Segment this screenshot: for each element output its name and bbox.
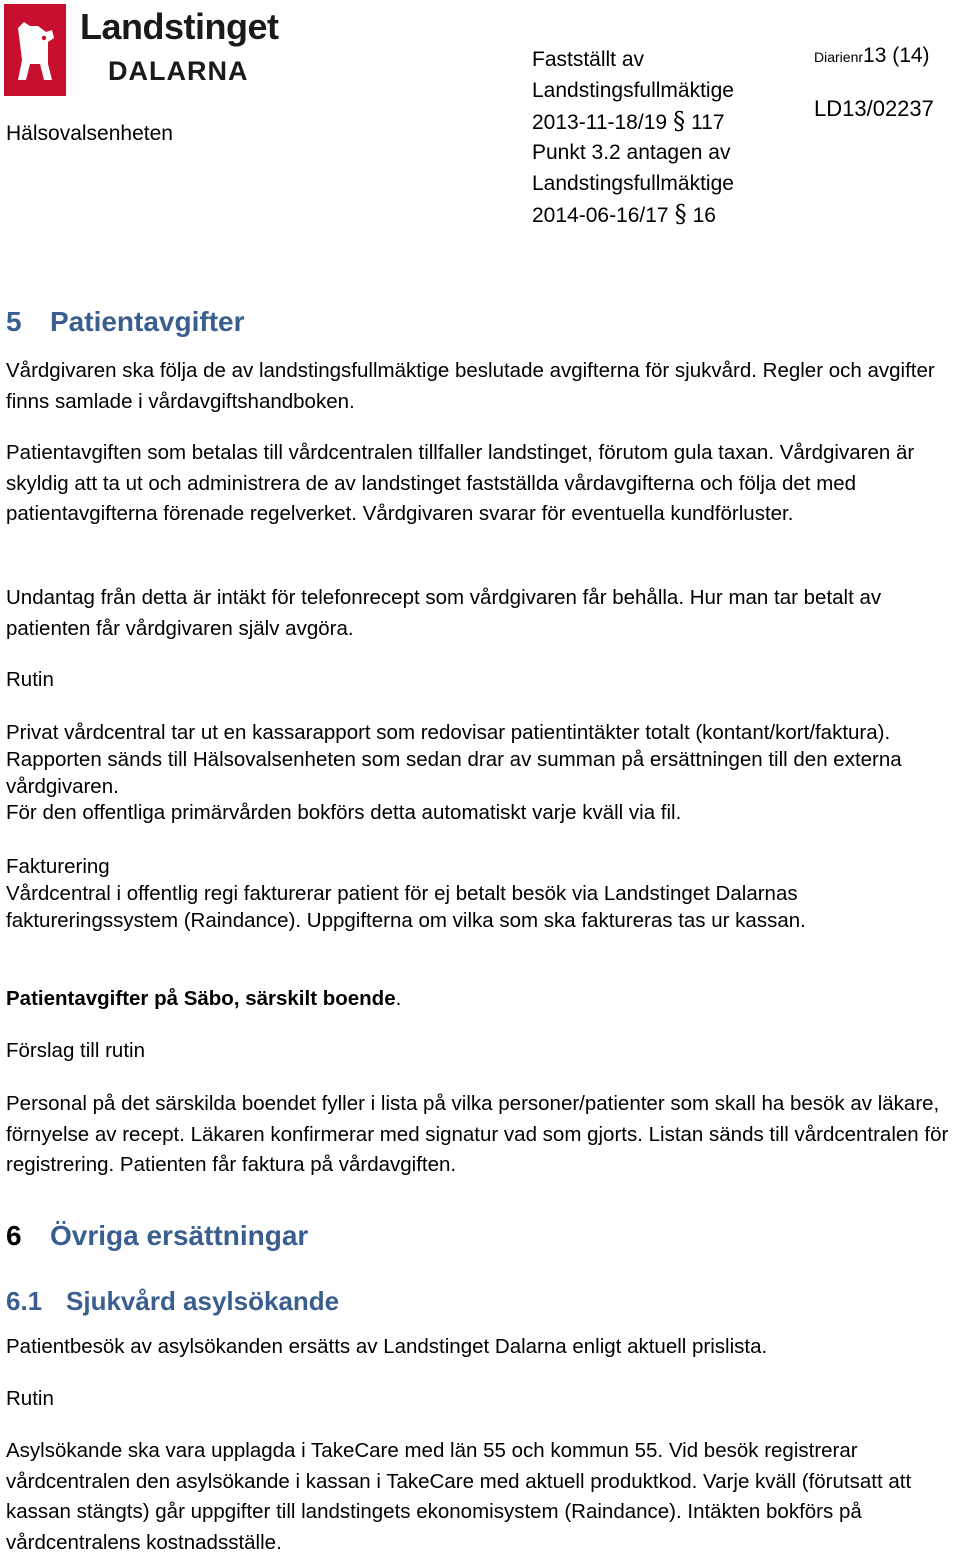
section-number: 5 bbox=[6, 306, 22, 337]
paragraph: Personal på det särskilda boendet fyller i lista på vilka personer/patienter som skall ha besök av läkare, förnyelse av recept. Läkaren konfirmerar med signatur vad som gjorts. Listan sänds till vårdcentralen för registrering. Patienten får faktura på vårdavgiften. bbox=[6, 1092, 949, 1177]
paragraph: För den offentliga primärvården bokförs detta automatiskt varje kväll via fil. bbox=[6, 801, 682, 824]
sabo-heading-end: . bbox=[395, 987, 402, 1010]
subsection-number: 6.1 bbox=[6, 1286, 43, 1316]
stamp-line bbox=[532, 199, 734, 230]
dalahorse-icon bbox=[4, 4, 66, 96]
stamp-line: Landstingsfullmäktige bbox=[532, 172, 734, 195]
approval-stamp bbox=[532, 44, 734, 230]
subheading-fakturering: Fakturering bbox=[6, 855, 110, 878]
paragraph: Vårdcentral i offentlig regi fakturerar patient för ej betalt besök via Landstinget Dalarnas faktureringssystem (Raindance). Uppgifterna om vilka som ska faktureras tas ur kassan. bbox=[6, 882, 806, 932]
subsection-heading bbox=[6, 1286, 339, 1317]
paragraph: Privat vårdcentral tar ut en kassarapport som redovisar patientintäkter totalt (kontant/kort/faktura). Rapporten sänds till Hälsovalsenheten som sedan drar av summan på ersättningen till den externa vårdgivaren. bbox=[6, 721, 902, 798]
logo-region: DALARNA bbox=[108, 56, 249, 86]
department-name: Hälsovalsenheten bbox=[6, 122, 173, 145]
paragraph: Vårdgivaren ska följa de av landstingsfullmäktige beslutade avgifterna för sjukvård. Regler och avgifter finns samlade i vårdavgiftshandboken. bbox=[6, 359, 935, 413]
stamp-line bbox=[532, 106, 734, 137]
decision-paragraph: 117 bbox=[691, 111, 725, 134]
paragraph-sign: § bbox=[674, 200, 687, 228]
logo-emblem bbox=[4, 4, 66, 96]
page-number: 13 (14) bbox=[863, 44, 930, 67]
page-number-block bbox=[814, 44, 930, 68]
subheading-sabo bbox=[6, 984, 956, 1015]
paragraph-sign: § bbox=[673, 107, 686, 135]
logo-name: Landstinget bbox=[80, 6, 279, 47]
section-heading bbox=[6, 306, 245, 338]
decision-date: 2014-06-16/17 bbox=[532, 204, 669, 227]
section-heading bbox=[6, 1220, 308, 1252]
subsection-title: Sjukvård asylsökande bbox=[66, 1286, 340, 1316]
stamp-line: Fastställt av bbox=[532, 48, 645, 71]
paragraph: Patientavgiften som betalas till vårdcentralen tillfaller landstinget, förutom gula taxan. Vårdgivaren är skyldig att ta ut och administrera de av landstinget fastställda vårdavgifterna och följa det med patientavgifterna förenade regelverket. Vårdgivaren svarar för eventuella kundförluster. bbox=[6, 441, 915, 526]
subheading-rutin: Rutin bbox=[6, 668, 54, 691]
section-title: Övriga ersättningar bbox=[50, 1220, 309, 1251]
paragraph: Undantag från detta är intäkt för telefonrecept som vårdgivaren får behålla. Hur man tar betalt av patienten får vårdgivaren själv avgöra. bbox=[6, 586, 882, 640]
diarienr-label: Diarienr bbox=[814, 49, 864, 65]
section-number: 6 bbox=[6, 1220, 22, 1251]
landstinget-dalarna-logo bbox=[4, 4, 279, 96]
section-title: Patientavgifter bbox=[50, 306, 245, 337]
diarienr-value: LD13/02237 bbox=[814, 96, 934, 121]
subheading-rutin: Rutin bbox=[6, 1387, 54, 1410]
decision-paragraph: 16 bbox=[692, 204, 716, 227]
decision-date: 2013-11-18/19 bbox=[532, 111, 668, 134]
stamp-line: Punkt 3.2 antagen av bbox=[532, 141, 731, 164]
stamp-line: Landstingsfullmäktige bbox=[532, 79, 734, 102]
subheading-forslag: Förslag till rutin bbox=[6, 1039, 145, 1062]
paragraph: Patientbesök av asylsökanden ersätts av Landstinget Dalarna enligt aktuell prislista. bbox=[6, 1335, 768, 1358]
paragraph: Asylsökande ska vara upplagda i TakeCare med län 55 och kommun 55. Vid besök registrerar vårdcentralen den asylsökande i kassan i TakeCare med aktuell produktkod. Varje kväll (förutsatt att kassan stängts) går uppgifter till landstingets ekonomisystem (Raindance). Intäkten bokförs på vårdcentralens kostnadsställe. bbox=[6, 1439, 912, 1554]
sabo-heading: Patientavgifter på Säbo, särskilt boende bbox=[6, 987, 396, 1010]
